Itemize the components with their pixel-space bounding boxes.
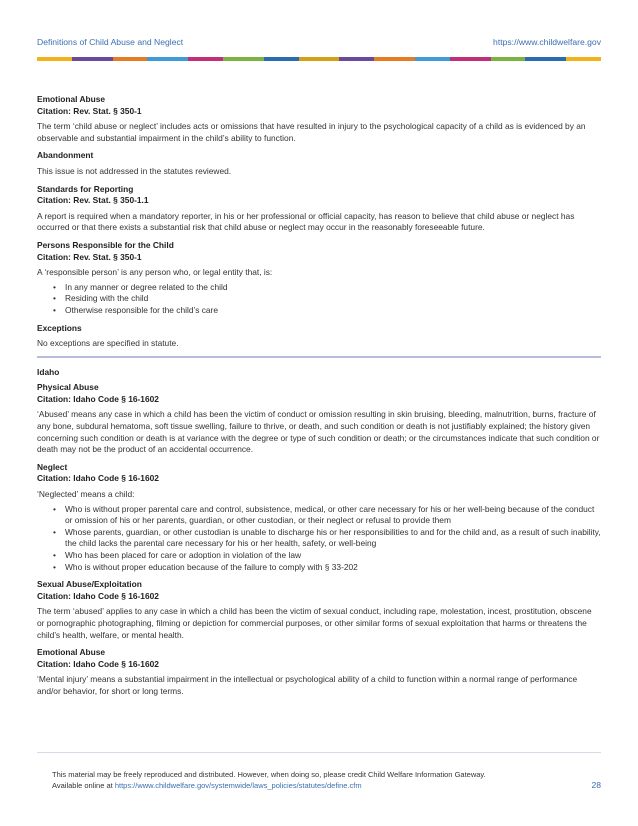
section: [37, 150, 601, 177]
section-citation: Citation: Rev. Stat. § 350-1: [37, 251, 142, 262]
state-heading: Idaho: [37, 366, 60, 377]
color-bar-segment: [525, 57, 566, 61]
section-heading: Exceptions: [37, 322, 82, 333]
section-text: The term ‘child abuse or neglect’ includes acts or omissions that have resulted in injury to the psychological capacity of a child as is evidenced by an observable and substantial impairment in the child’s ability to function.: [37, 121, 586, 143]
section-citation: Citation: Idaho Code § 16-1602: [37, 658, 159, 669]
section-text: A report is required when a mandatory reporter, in his or her professional or official capacity, has reason to believe that child abuse or neglect has occurred or that there exists a substantial risk that child abuse or neglect may occur in the reasonably foreseeable future.: [37, 210, 575, 233]
section: [37, 184, 601, 234]
section-heading: Physical Abuse: [37, 382, 99, 393]
section: [37, 240, 601, 317]
page-header: [37, 37, 601, 51]
section-heading: Neglect: [37, 461, 68, 472]
bullet-item: • Whose parents, guardian, or other custodian is unable to discharge his or her responsibilities to and for the child and, as a result of such inability, the child lacks the parental care necessary for his or her health, safety, or well-being: [37, 527, 601, 550]
color-bar-segment: [339, 57, 374, 61]
bullet-item: • Who has been placed for care or adoption in violation of the law: [37, 550, 601, 562]
footer-credit-text: This material may be freely reproduced and distributed. However, when doing so, please credit Child Welfare Information Gateway.: [52, 770, 486, 779]
section-citation: Citation: Idaho Code § 16-1602: [37, 473, 159, 484]
section: [37, 94, 601, 144]
section: [37, 462, 601, 573]
section-heading: Standards for Reporting: [37, 183, 134, 194]
color-bar-segment: [147, 57, 188, 61]
section-citation: Citation: Rev. Stat. § 350-1.1: [37, 195, 149, 206]
bullet-list: [37, 282, 601, 317]
section-heading: Abandonment: [37, 150, 94, 161]
color-bar-segment: [491, 57, 526, 61]
section-citation: Citation: Idaho Code § 16-1602: [37, 393, 159, 404]
section-text: This issue is not addressed in the statutes reviewed.: [37, 165, 232, 176]
section-heading: Emotional Abuse: [37, 647, 106, 658]
bullet-item: • Who is without proper parental care and control, subsistence, medical, or other care necessary for his or her well-being because of the conduct or omission of his or her parents, guardian, or other custodian, or their neglect or refusal to provide them: [37, 504, 601, 527]
header-url-link[interactable]: https://www.childwelfare.gov: [493, 37, 601, 47]
color-bar-segment: [450, 57, 491, 61]
section: [37, 579, 601, 641]
section-text: A ‘responsible person’ is any person who, or legal entity that, is:: [37, 267, 273, 278]
section-text: No exceptions are specified in statute.: [37, 338, 179, 349]
page-number: 28: [591, 780, 601, 790]
bullet-item: • Residing with the child: [37, 293, 601, 305]
document-title: Definitions of Child Abuse and Neglect: [37, 37, 184, 47]
bullet-item: • Who is without proper education because of the failure to comply with § 33-202: [37, 562, 601, 574]
color-bar-segment: [566, 57, 601, 61]
section-heading: Emotional Abuse: [37, 94, 106, 104]
footer-divider: [37, 752, 601, 753]
bullet-item: • In any manner or degree related to the child: [37, 282, 601, 294]
bullet-item: • Otherwise responsible for the child’s care: [37, 305, 601, 317]
section-heading: Persons Responsible for the Child: [37, 239, 174, 250]
color-bar-segment: [37, 57, 72, 61]
color-bar-segment: [223, 57, 264, 61]
section-citation: Citation: Idaho Code § 16-1602: [37, 590, 159, 601]
color-bar-segment: [72, 57, 113, 61]
color-bar-segment: [415, 57, 450, 61]
document-body: [37, 94, 601, 704]
color-bar-segment: [188, 57, 223, 61]
section: [37, 647, 601, 697]
section-text: ‘Neglected’ means a child:: [37, 489, 135, 500]
state-divider: [37, 356, 601, 358]
section-text: The term ‘abused’ applies to any case in which a child has been the victim of sexual conduct, including rape, molestation, incest, prostitution, obscene or pornographic photographing, filming or depiction for commercial purposes, or other similar forms of sexual exploitation that harms or threatens the child’s health, welfare, or mental health.: [37, 606, 592, 640]
section: [37, 323, 601, 350]
section-text: ‘Abused’ means any case in which a child has been the victim of conduct or omission resulting in skin bruising, bleeding, malnutrition, burns, fracture of any bone, subdural hematoma, soft tissue swelling, failure to thrive, or death, and such condition or death is not justifiably explained; the history given concerning such condition or death is at variance with the degree or type of such condition or death; or the circumstances indicate that such condition or death may not be the product of an accidental occurrence.: [37, 409, 600, 455]
footer-link[interactable]: https://www.childwelfare.gov/systemwide/laws_policies/statutes/define.cfm: [114, 780, 362, 790]
section-heading: Sexual Abuse/Exploitation: [37, 579, 142, 590]
color-bar-segment: [299, 57, 340, 61]
page-footer: [52, 770, 601, 791]
section-text: ‘Mental injury’ means a substantial impairment in the intellectual or psychological ability of a child to function within a normal range of performance and/or behavior, for short or long terms.: [37, 674, 578, 696]
bullet-list: [37, 504, 601, 574]
header-color-bar: [37, 57, 601, 61]
section-citation: Citation: Rev. Stat. § 350-1: [37, 105, 142, 116]
color-bar-segment: [374, 57, 415, 61]
color-bar-segment: [113, 57, 148, 61]
footer-available-text: Available online at: [52, 780, 115, 790]
section: [37, 382, 601, 456]
color-bar-segment: [264, 57, 299, 61]
